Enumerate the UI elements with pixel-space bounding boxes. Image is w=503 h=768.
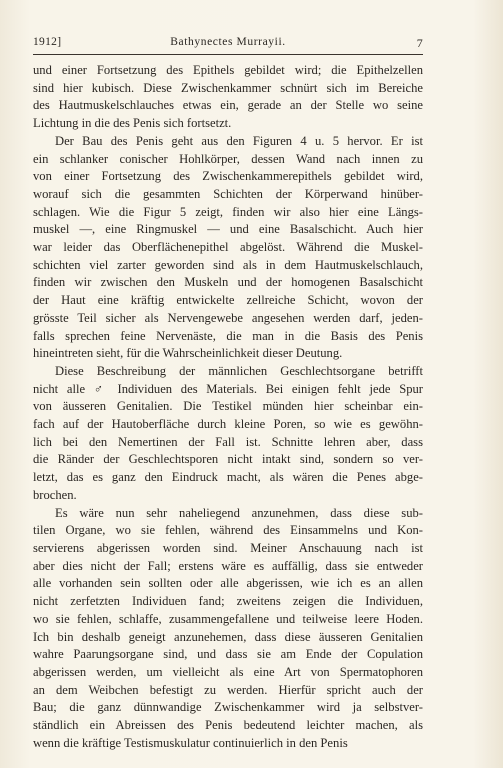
- text-line: wenn die kräftige Testismuskulatur continuierlich in den Penis: [33, 735, 348, 750]
- text-line: der Haut eine kräftig entwickelte zellreiche Schicht, wovon der: [33, 293, 423, 308]
- header-rule: [33, 54, 423, 55]
- text-line: nicht alle ♂ Individuen des Materials. Bei einigen fehlt jede Spur: [33, 381, 423, 396]
- text-line: alle vorhanden sein sollten oder alle abgerissen, wie ich es an allen: [33, 576, 423, 591]
- text-line: ein schlanker conischer Hohlkörper, dessen Wand nach innen zu: [33, 151, 423, 166]
- text-line: grösste Teil sicher als Nervengewebe angesehen werden darf, jeden-: [33, 310, 423, 325]
- page-number: 7: [416, 36, 423, 50]
- text-line: brochen.: [33, 487, 77, 502]
- text-line: falls sprechen feine Nervenäste, die man in die Basis des Penis: [33, 328, 423, 343]
- text-line: letzt, das es ganz den Eindruck macht, als wären die Penes abge-: [33, 470, 423, 485]
- text-line: und einer Fortsetzung des Epithels gebildet wird; die Epithelzellen: [33, 63, 423, 77]
- text-line: servierens abgerissen worden sind. Meiner Anschauung nach ist: [33, 540, 423, 555]
- text-line: war leider das Oberflächenepithel abgelöst. Während die Muskel-: [33, 240, 423, 255]
- paragraph: [33, 505, 423, 753]
- header-title: Bathynectes Murrayii.: [170, 36, 286, 48]
- body-text: [33, 62, 423, 752]
- text-line: schichten viel zarter geworden sind als in dem Hautmuskelschlauch,: [33, 257, 423, 272]
- text-line: finden wir zwischen den Muskeln und der homogenen Basalschicht: [33, 275, 423, 290]
- text-line: Der Bau des Penis geht aus den Figuren 4 u. 5 hervor. Er ist: [55, 133, 423, 148]
- text-line: die Ränder der Geschlechtsporen nicht intakt sind, sondern so ver-: [33, 452, 423, 467]
- text-line: worauf sich die gesammten Schichten der Körperwand hinüber-: [33, 186, 423, 201]
- text-line: schlagen. Wie die Figur 5 zeigt, finden wir also hier eine Längs-: [33, 204, 423, 219]
- text-line: nicht zerfetzten Individuen fand; zweitens zeigen die Individuen,: [33, 594, 423, 609]
- text-line: von einer Fortsetzung des Zwischenkammerepithels gebildet wird,: [33, 169, 423, 184]
- running-header: [33, 36, 423, 52]
- text-line: sind hier kubisch. Diese Zwischenkammer schnürt sich im Bereiche: [33, 80, 423, 95]
- text-line: an dem Weibchen befestigt zu werden. Hierfür spricht auch der: [33, 682, 423, 697]
- text-line: wo sie fehlen, schlaffe, zusammengefallene und teilweise leere Hoden.: [33, 611, 423, 626]
- text-line: lich bei den Nemertinen der Fall ist. Schnitte lehren aber, dass: [33, 434, 423, 449]
- text-line: muskel —, eine Ringmuskel — und eine Basalschicht. Auch hier: [33, 222, 423, 237]
- text-line: des Hautmuskelschlauches etwas ein, gerade an der Stelle wo seine: [33, 98, 423, 113]
- text-line: Diese Beschreibung der männlichen Geschlechtsorgane betrifft: [55, 363, 423, 378]
- text-line: tilen Organe, wo sie fehlen, während des Einsammelns und Kon-: [33, 523, 423, 538]
- text-line: Lichtung in die des Penis sich fortsetzt.: [33, 116, 232, 131]
- text-line: ständlich ein Abreissen des Penis bedeutend leichter machen, als: [33, 718, 423, 733]
- paragraph: [33, 133, 423, 363]
- paragraph: [33, 363, 423, 505]
- text-line: Bau; die ganz dünnwandige Zwischenkammer wird ja selbstver-: [33, 700, 423, 715]
- text-line: von äusseren Genitalien. Die Testikel münden hier scheinbar ein-: [33, 399, 423, 414]
- text-line: hineintreten sieht, für die Wahrscheinlichkeit dieser Deutung.: [33, 346, 343, 361]
- header-year: 1912]: [33, 36, 62, 48]
- paragraph: [33, 62, 423, 133]
- text-line: wahre Paarungsorgane sind, und dass sie am Ende der Copulation: [33, 647, 423, 662]
- text-line: abgerissen werden, um vielleicht als eine Art von Spermatophoren: [33, 664, 423, 679]
- text-line: fach auf der Hautoberfläche durch kleine Poren, so wie es gewöhn-: [33, 417, 423, 432]
- text-line: Es wäre nun sehr naheliegend anzunehmen, dass diese sub-: [55, 505, 423, 520]
- text-line: aber dies nicht der Fall; erstens wäre es auffällig, dass sie entweder: [33, 558, 423, 573]
- text-line: Ich bin deshalb geneigt anzunehemen, dass diese äusseren Genitalien: [33, 629, 423, 644]
